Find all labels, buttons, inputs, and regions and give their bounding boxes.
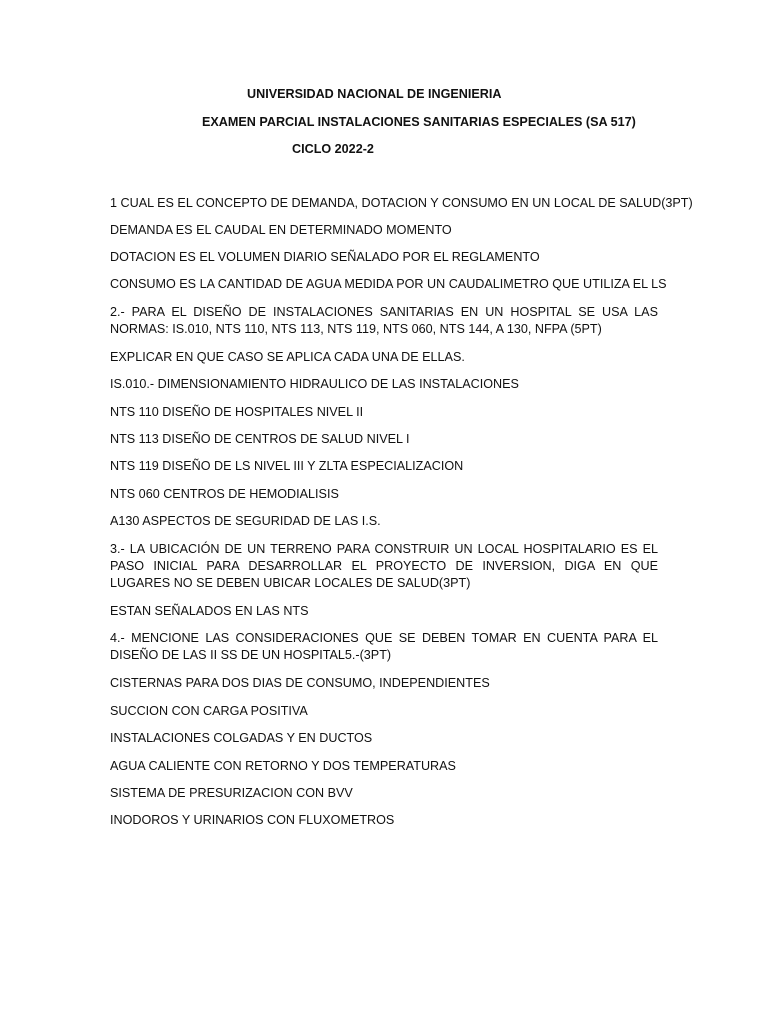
cycle-title: CICLO 2022-2 [292, 142, 374, 156]
answer-2-nts060: NTS 060 CENTROS DE HEMODIALISIS [110, 487, 339, 501]
answer-1-demanda: DEMANDA ES EL CAUDAL EN DETERMINADO MOMENTO [110, 223, 452, 237]
answer-4-agua-caliente: AGUA CALIENTE CON RETORNO Y DOS TEMPERATURAS [110, 759, 456, 773]
exam-title: EXAMEN PARCIAL INSTALACIONES SANITARIAS ESPECIALES (SA 517) [202, 115, 636, 129]
answer-2-nts119: NTS 119 DISEÑO DE LS NIVEL III Y ZLTA ESPECIALIZACION [110, 459, 464, 473]
answer-3: ESTAN SEÑALADOS EN LAS NTS [110, 604, 309, 618]
university-title: UNIVERSIDAD NACIONAL DE INGENIERIA [247, 87, 502, 101]
answer-4-cisternas: CISTERNAS PARA DOS DIAS DE CONSUMO, INDEPENDIENTES [110, 676, 490, 690]
answer-2-is010: IS.010.- DIMENSIONAMIENTO HIDRAULICO DE LAS INSTALACIONES [110, 377, 519, 391]
answer-2-nts113: NTS 113 DISEÑO DE CENTROS DE SALUD NIVEL I [110, 432, 410, 446]
answer-1-consumo: CONSUMO ES LA CANTIDAD DE AGUA MEDIDA POR UN CAUDALIMETRO QUE UTILIZA EL LS [110, 277, 667, 291]
answer-4-succion: SUCCION CON CARGA POSITIVA [110, 704, 308, 718]
question-2: 2.- PARA EL DISEÑO DE INSTALACIONES SANITARIAS EN UN HOSPITAL SE USA LAS NORMAS: IS.010, NTS 110, NTS 113, NTS 119, NTS 060, NTS 144, A 130, NFPA (5PT) [110, 305, 658, 336]
answer-4-inodoros: INODOROS Y URINARIOS CON FLUXOMETROS [110, 813, 395, 827]
question-1: 1 CUAL ES EL CONCEPTO DE DEMANDA, DOTACION Y CONSUMO EN UN LOCAL DE SALUD(3PT) [110, 196, 693, 210]
answer-4-instalaciones: INSTALACIONES COLGADAS Y EN DUCTOS [110, 731, 373, 745]
question-4: 4.- MENCIONE LAS CONSIDERACIONES QUE SE DEBEN TOMAR EN CUENTA PARA EL DISEÑO DE LAS II SS DE UN HOSPITAL5.-(3PT) [110, 631, 658, 662]
answer-2-a130: A130 ASPECTOS DE SEGURIDAD DE LAS I.S. [110, 514, 381, 528]
answer-1-dotacion: DOTACION ES EL VOLUMEN DIARIO SEÑALADO POR EL REGLAMENTO [110, 250, 540, 264]
question-3: 3.- LA UBICACIÓN DE UN TERRENO PARA CONSTRUIR UN LOCAL HOSPITALARIO ES EL PASO INICIAL PARA DESARROLLAR EL PROYECTO DE INVERSION, DIGA EN QUE LUGARES NO SE DEBEN UBICAR LOCALES DE SALUD(3PT) [110, 542, 658, 590]
answer-4-presurizacion: SISTEMA DE PRESURIZACION CON BVV [110, 786, 353, 800]
question-2-instruction: EXPLICAR EN QUE CASO SE APLICA CADA UNA DE ELLAS. [110, 350, 465, 364]
answer-2-nts110: NTS 110 DISEÑO DE HOSPITALES NIVEL II [110, 405, 364, 419]
